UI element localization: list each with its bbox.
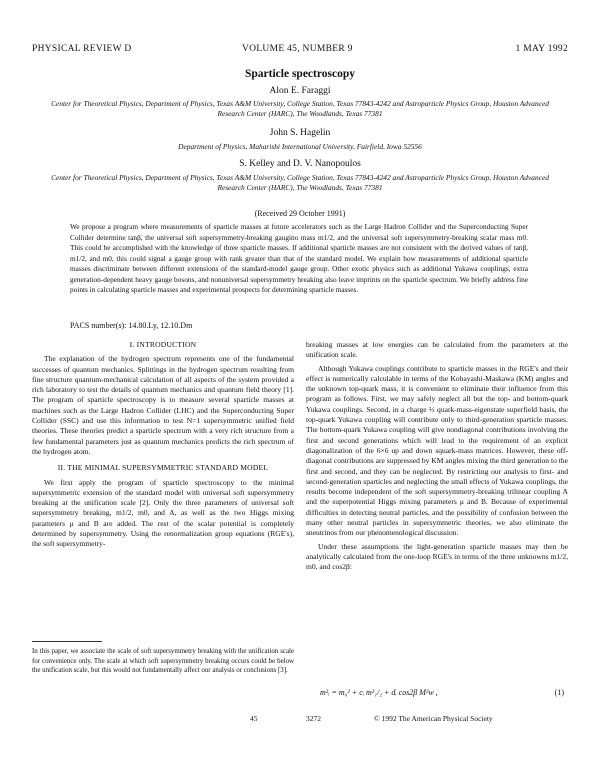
paragraph: We first apply the program of sparticle spectroscopy to the minimal supersymmetric extension of the standard model with universal soft supersymmetry breaking at the unification scale [2]. Only the three parameters of universal soft supersymmetry breaking, m1/2, m0, and A, as well as the two Higgs mixing parameters μ and B are added. The rest of the scalar potential is completely determined by supersymmetry. Using the renormalization group equations (RGE's), the soft supersymmetry- [32, 477, 294, 549]
issue-date: 1 MAY 1992 [515, 44, 568, 54]
affiliation-3: Center for Theoretical Physics, Department of Physics, Texas A&M University, College Station, Texas 77843-4242 and Astroparticle Physics Group, Houston Advanced Research Center (HARC), The Woodlands, Texas 77381 [51, 173, 549, 192]
copyright-notice: © 1992 The American Physical Society [374, 714, 493, 723]
equation-number: (1) [554, 688, 564, 697]
page-footer [32, 714, 568, 726]
abstract: We propose a program where measurements of sparticle masses at future accelerators such as the Large Hadron Collider and the Superconducting Super Collider determine tanβ, the universal soft supersymmetry-breaking gaugino mass m1/2, and the universal soft supersymmetry-breaking scalar mass m0. This could be accomplished with the knowledge of three sparticle masses. If additional sparticle masses are not consistent with the derived values of tanβ, m1/2, and m0, this could signal a gauge group with rank greater than that of the standard model. We explain how measurements of additional sparticle masses discriminate between different extensions of the standard-model gauge group. Other exotic physics such as additional Yukawa couplings, extra generation-dependent heavy gauge bosons, and nonuniversal supersymmetry breaking also leave imprints on the sparticle spectrum. We briefly address fine points in calculating sparticle masses and experimental prospects for determining sparticle masses. [70, 222, 528, 294]
author-line-2: John S. Hagelin [269, 128, 331, 138]
volume-number: VOLUME 45, NUMBER 9 [242, 44, 353, 54]
paragraph: breaking masses at low energies can be calculated from the parameters at the unification scale. [306, 340, 568, 360]
paragraph: Although Yukawa couplings contribute to sparticle masses in the RGE's and their effect is numerically calculable in terms of the Kobayashi-Maskawa (KM) angles and the unknown top-quark mass, it is convenient to eliminate their influence from this program as follows. First, we may safely neglect all but the top- and bottom-quark Yukawa couplings. Second, in a charge ⅔ quark-mass-eigenstate superfield basis, the top-quark Yukawa coupling will contribute only to third-generation sparticle masses. The bottom-quark Yukawa coupling will give nondiagonal contributions involving the first and second generations which will lead to the requirement of an explicit diagonalization of the 6×6 up and down squark-mass matrices. However, these off-diagonal contributions are suppressed by KM angles mixing the third generation to the first and second, and they can be neglected. By restricting our analysis to first- and second-generation sparticles and neglecting the small effects of Yukawa couplings, the results become independent of the soft supersymmetry-breaking trilinear coupling A and the superpotential Higgs mixing parameters μ and B. Because of experimental difficulties in detecting neutral particles, and the possibility of confusion between the many other neutral particles in supersymmetric theories, we also eliminate the sneutrinos from our phenomenological discussion. [306, 363, 568, 538]
received-date: (Received 29 October 1991) [254, 209, 346, 218]
equation-1 [306, 688, 568, 702]
journal-name: PHYSICAL REVIEW D [32, 44, 132, 54]
affiliation-2: Department of Physics, Maharishi International University, Fairfield, Iowa 52556 [178, 142, 422, 151]
pacs-numbers: PACS number(s): 14.80.Ly, 12.10.Dm [70, 321, 193, 330]
author-line-1: Alon E. Faraggi [269, 86, 331, 96]
left-column [32, 340, 294, 553]
section-heading-introduction: I. INTRODUCTION [129, 340, 197, 349]
right-column [306, 340, 568, 576]
footnote: In this paper, we associate the scale of soft supersymmetry breaking with the unification scale for convenience only. The scale at which soft supersymmetry breaking occurs could be below the unification scale, but this would not fundamentally affect our analysis or conclusions [3]. [32, 648, 294, 674]
section-heading-mssm: II. THE MINIMAL SUPERSYMMETRIC STANDARD MODEL [57, 463, 269, 473]
running-header [32, 44, 568, 58]
equation-body: m²ᵢ = m₀² + cᵢ m²₁/₂ + dᵢ cos2β M²w , [320, 688, 438, 697]
author-line-3: S. Kelley and D. V. Nanopoulos [239, 159, 361, 169]
affiliation-1: Center for Theoretical Physics, Department of Physics, Texas A&M University, College Station, Texas 77843-4242 and Astroparticle Physics Group, Houston Advanced Research Center (HARC), The Woodlands, Texas 77381 [51, 99, 549, 118]
paragraph: Under these assumptions the light-generation sparticle masses may then be analytically calculated from the one-loop RGE's in terms of the three unknowns m1/2, m0, and cos2β: [306, 541, 568, 572]
footnote-divider [32, 641, 102, 642]
paper-title: Sparticle spectroscopy [245, 68, 355, 80]
article-code: 3272 [306, 714, 321, 723]
paragraph: The explanation of the hydrogen spectrum represents one of the fundamental successes of quantum mechanics. Splittings in the hydrogen spectrum resulting from fine structure quantum-mechanical calculation of all aspects of the system provided a rich laboratory to test the details of quantum mechanics and quantum field theory [1]. The program of sparticle spectroscopy is to measure several sparticle masses at machines such as the Large Hadron Collider (LHC) and the Superconducting Super Collider (SSC) and use this information to test N=1 supersymmetric unified field theories. These theories predict a sparticle spectrum with a very rich structure from a few fundamental parameters just as quantum mechanics predicts the rich spectrum of the hydrogen atom. [32, 354, 294, 456]
page-number: 45 [250, 714, 258, 723]
